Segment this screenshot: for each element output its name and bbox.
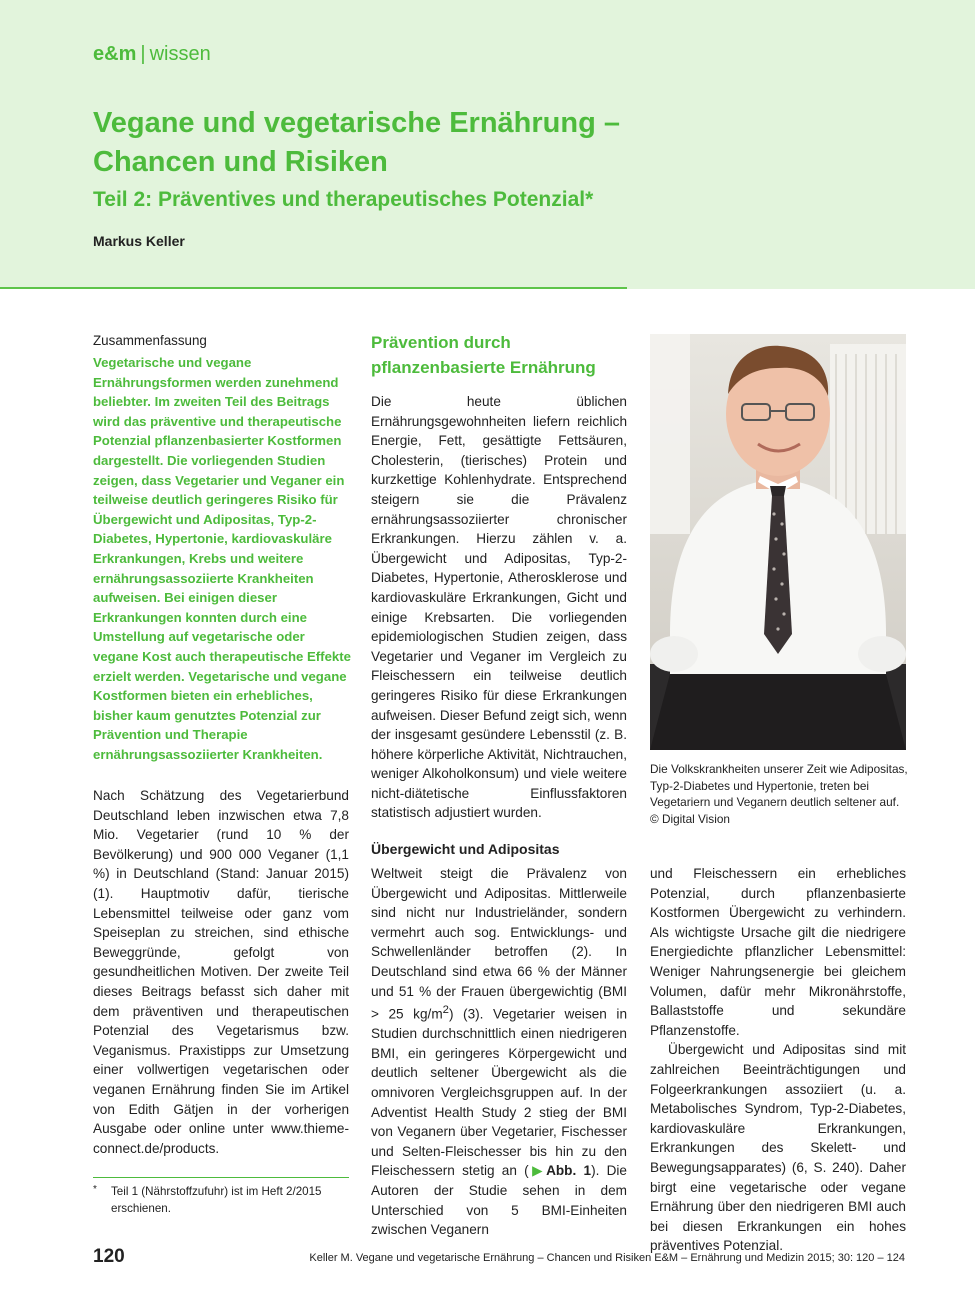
section-paragraph <box>371 392 627 823</box>
subsection-paragraph <box>371 864 627 1240</box>
abstract-heading: Zusammenfassung <box>93 333 207 348</box>
footer-citation: Keller M. Vegane und vegetarische Ernährung – Chancen und Risiken E&M – Ernährung und Medizin 2015; 30: 120 – 124 <box>309 1252 905 1264</box>
author: Markus Keller <box>93 233 185 249</box>
journal-brand <box>93 43 211 66</box>
right-column-text <box>650 864 906 1256</box>
abstract-text: Vegetarische und vegane Ernährungsformen werden zunehmend beliebter. Im zweiten Teil des Beitrags wird das präventive und therapeutische Potenzial pflanzenbasierter Kostformen dargestellt. Die vorliegenden Studien zeigen, dass Vegetarier und Veganer ein teilweise deutlich geringeres Risiko für Übergewicht und Adipositas, Typ-2-Diabetes, Hypertonie, kardiovaskuläre Erkrankungen, Krebs und weitere ernährungsassoziierte Krankheiten aufweisen. Bei einigen dieser Erkrankungen konnten durch eine Umstellung auf vegetarische oder vegane Kost auch therapeutische Effekte erzielt werden. Vegetarische und vegane Kostformen bieten ein erhebliches, bisher kaum genutztes Potenzial zur Prävention und Therapie ernährungsassoziierter Krankheiten. <box>93 355 351 762</box>
footnote-rule <box>93 1177 349 1178</box>
page-number: 120 <box>93 1246 125 1267</box>
subsection-text-c: ). Die Autoren der Studie sehen in dem Unterschied von 5 BMI-Einheiten zwischen Veganern <box>371 1163 627 1238</box>
figure-ref-arrow-icon: ▶ <box>528 1163 547 1179</box>
header-rule <box>0 287 627 289</box>
subsection-heading: Übergewicht und Adipositas <box>371 841 560 857</box>
footnote-text: Teil 1 (Nährstoffzufuhr) ist im Heft 2/2015 erschienen. <box>111 1185 322 1215</box>
footnote <box>93 1184 349 1217</box>
photo-caption: Die Volkskrankheiten unserer Zeit wie Adipositas, Typ-2-Diabetes und Hypertonie, treten bei Vegetariern und Veganern deutlich seltener auf. © Digital Vision <box>650 762 908 826</box>
author-photo <box>650 334 906 750</box>
footnote-mark: * <box>93 1184 97 1195</box>
right-paragraph-1: und Fleischessern ein erhebliches Potenzial, durch pflanzenbasierte Kostformen Übergewicht zu verhindern. Als wichtigste Ursache gilt die niedrigere Energiedichte pflanzlicher Lebensmittel: Weniger Nahrungsenergie bei gleichem Volumen, dafür mehr Mikronährstoffe, Ballaststoffe und sekundäre Pflanzenstoffe. <box>650 866 906 1038</box>
right-paragraph-2: Übergewicht und Adipositas sind mit zahlreichen Beeinträchtigungen und Folgeerkrankungen assoziiert (u. a. Metabolisches Syndrom, Typ-2-Diabetes, kardiovaskuläre Erkrankungen, Erkrankungen des Skelett- und Bewegungsapparates) (6, S. 240). Daher birgt eine vegetarische oder vegane Ernährung über den niedrigeren BMI auch bei diesen Erkrankungen ein hohes präventives Potenzial. <box>650 1042 906 1254</box>
intro-text: Nach Schätzung des Vegetarierbund Deutschland leben inzwischen etwa 7,8 Mio. Vegetarier (rund 10 % der Bevölkerung) und 900 000 Veganer (1,1 %) in Deutschland (Stand: Januar 2015) (1). Hauptmotiv dafür, tierische Lebensmittel teilweise oder ganz vom Speiseplan zu streichen, sind ethische Beweggründe, gefolgt von gesundheitlichen Motiven. Der zweite Teil dieses Beitrags befasst sich daher mit dem präventiven und therapeutischen Potenzial des Vegetarismus bzw. Veganismus. Praxistipps zur Umsetzung einer vollwertigen vegetarischen oder veganen Ernährung finden Sie im Artikel von Edith Gätjen in der vorherigen Ausgabe oder online unter www.thieme-connect.de/products. <box>93 788 349 1156</box>
subsection-text-b: ) (3). Vegetarier weisen in Studien durchschnittlich einen niedrigeren BMI, ein geringeres Körpergewicht und deutlich seltener Übergewicht als die omnivoren Vergleichsgruppen auf. In der Adventist Health Study 2 stieg der BMI von Veganern über Vegetarier, Fischesser und Selten-Fleischesser bis hin zu den Fleischessern stetig an ( <box>371 1006 628 1179</box>
section-text: Die heute üblichen Ernährungsgewohnheiten liefern reichlich Energie, Fett, gesättigte Fettsäuren, Cholesterin, (tierisches) Protein und kurzkettige Kohlenhydrate. Entsprechend steigern sie die Prävalenz ernährungsassoziierter chronischer Erkrankungen. Hierzu zählen v. a. Übergewicht und Adipositas, Typ-2-Diabetes, Hypertonie, Atherosklerose und kardiovaskuläre Erkrankungen, Gicht und einige Krebsarten. Die vorliegenden epidemiologischen Studien zeigen, dass Vegetarier und Veganer im Vergleich zu Fleischessern ein teilweise deutlich geringeres Risiko für diese Erkrankungen aufweisen. Dieser Befund zeigt sich, wenn der insgesamt gesündere Lebensstil (z. B. höhere körperliche Aktivität, Nichtrauchen, weniger Alkoholkonsum) und viele weitere nicht-diätetische Einflussfaktoren statistisch adjustiert wurden. <box>371 394 627 821</box>
brand-section: wissen <box>149 43 211 65</box>
intro-paragraph <box>93 786 349 1158</box>
superscript-2: 2 <box>442 1004 449 1017</box>
brand-separator: | <box>140 43 146 65</box>
article-title: Vegane und vegetarische Ernährung – Chancen und Risiken <box>93 107 620 178</box>
section-heading: Prävention durch pflanzenbasierte Ernährung <box>371 333 596 377</box>
brand-em: e&m <box>93 43 137 65</box>
figure-ref-link[interactable]: Abb. 1 <box>546 1163 592 1179</box>
article-subtitle: Teil 2: Präventives und therapeutisches Potenzial* <box>93 188 594 211</box>
subsection-text-a: Weltweit steigt die Prävalenz von Übergewicht und Adipositas. Mittlerweile sind nicht nur Industrieländer, sondern vermehrt auch sog. Entwicklungs- und Schwellenländer betroffen (2). In Deutschland sind etwa 66 % der Männer und 51 % der Frauen übergewichtig (BMI > 25 kg/m <box>371 866 627 1022</box>
